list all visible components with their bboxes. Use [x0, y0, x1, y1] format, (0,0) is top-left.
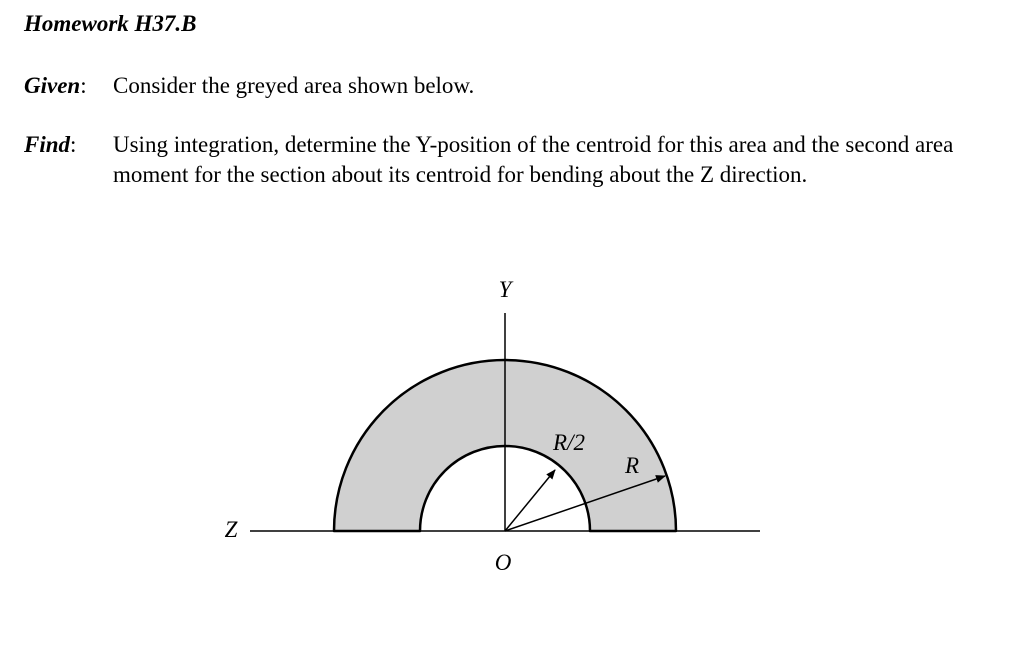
given-label-word: Given [24, 73, 81, 98]
inner-radius-label: R/2 [553, 430, 585, 455]
find-label-colon: : [70, 132, 77, 157]
homework-title: Homework H37.B [24, 11, 197, 36]
y-axis-label: Y [498, 277, 512, 302]
given-text: Consider the greyed area shown below. [113, 73, 475, 98]
outer-radius-label: R [624, 453, 640, 478]
z-axis-label: Z [224, 517, 238, 542]
given-label-colon: : [80, 73, 87, 98]
origin-label: O [494, 550, 512, 575]
find-label-word: Find [24, 132, 71, 157]
find-text: Using integration, determine the Y-position of the centroid for this area and the second area moment for the section about its centroid for bending about the Z direction. [113, 132, 954, 187]
